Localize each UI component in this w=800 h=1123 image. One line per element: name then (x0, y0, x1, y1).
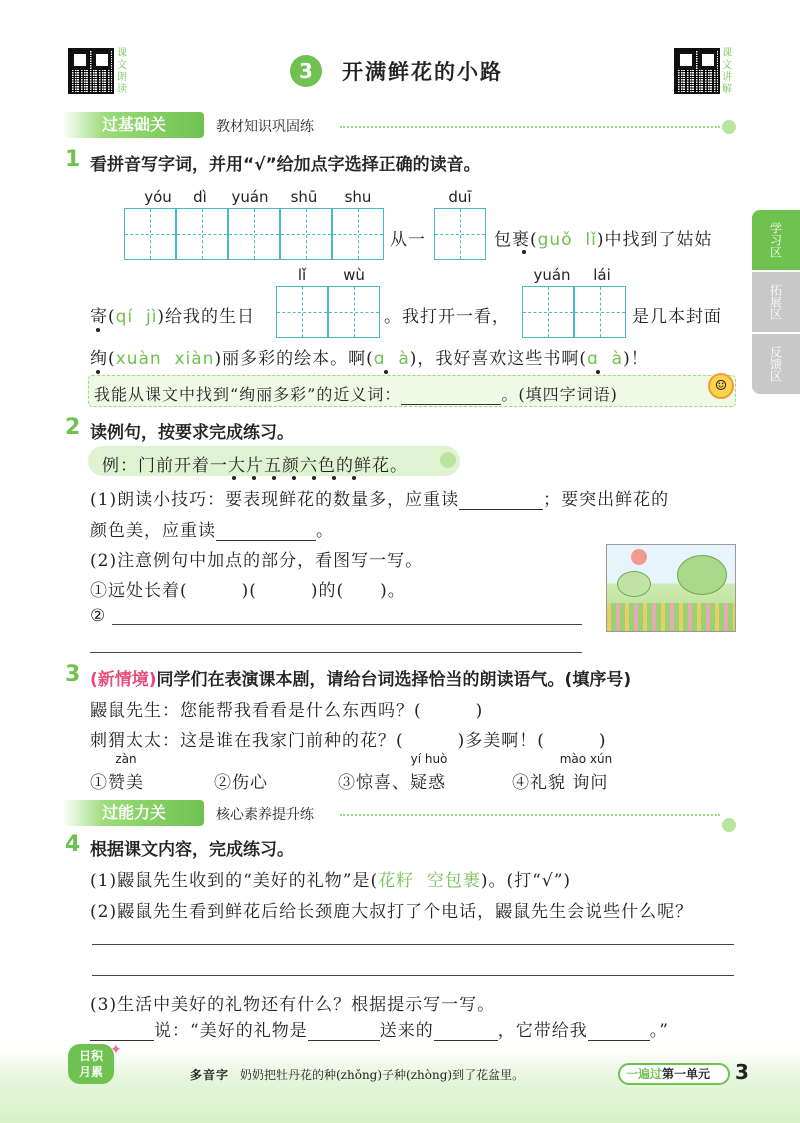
q2-part1-cont: 颜色美，应重读 。 (90, 521, 334, 541)
writing-box[interactable] (228, 208, 280, 260)
page-title: 开满鲜花的小路 (342, 60, 503, 84)
flower-decoration-icon (722, 818, 736, 832)
pinyin-li: lǐ (297, 266, 307, 284)
emphasis-dot (252, 476, 256, 480)
qr-code-left[interactable] (68, 48, 114, 94)
pinyin-zan: zàn (115, 752, 137, 766)
flowers-icon (607, 603, 736, 632)
emphasis-dot (312, 476, 316, 480)
answer-line[interactable] (90, 652, 582, 653)
qr-right-label: 课文讲解 (722, 48, 732, 95)
daily-accumulation-badge: 日积 月累 (68, 1044, 114, 1084)
question-instruction-3: (新情境)同学们在表演课本剧，请给台词选择恰当的朗读语气。(填序号) (90, 670, 632, 690)
flower-decoration-icon (722, 120, 736, 134)
emphasis-dot (384, 370, 388, 374)
option-qi[interactable]: qí (115, 307, 134, 327)
question-instruction-2: 读例句，按要求完成练习。 (90, 423, 294, 443)
option-xuan[interactable]: xuàn (115, 349, 162, 369)
q4-part3: (3)生活中美好的礼物还有什么？根据提示写一写。 (90, 995, 496, 1015)
answer-blank[interactable] (216, 523, 316, 541)
side-tab-extend[interactable]: 拓展区 (752, 272, 800, 332)
writing-box[interactable] (276, 286, 328, 338)
writing-box[interactable] (124, 208, 176, 260)
answer-blank[interactable] (401, 387, 501, 405)
emphasis-dot (292, 476, 296, 480)
q4-write: 说：“美好的礼物是 送来的 ，它带给我 。” (90, 1016, 669, 1041)
answer-line[interactable] (112, 624, 582, 625)
writing-box[interactable] (328, 286, 380, 338)
option-li[interactable]: lǐ (585, 230, 597, 250)
page-number: 3 (735, 1060, 749, 1084)
qr-code-right[interactable] (674, 48, 720, 94)
option-a1[interactable]: ɑ (373, 349, 386, 369)
section-subtitle-basic: 教材知识巩固练 (216, 119, 314, 135)
emphasis-dot (272, 476, 276, 480)
answer-blank[interactable] (434, 1023, 498, 1041)
pinyin-shu2: shu (344, 188, 372, 206)
side-tab-study[interactable]: 学习区 (752, 210, 800, 270)
answer-line[interactable] (92, 944, 734, 945)
text-xuan-line: 绚(xuàn xiàn)丽多彩的绘本。啊(ɑ à)，我好喜欢这些书啊(ɑ à)！ (90, 349, 649, 369)
writing-box[interactable] (332, 208, 384, 260)
question-instruction-1: 看拼音写字词，并用“√”给加点字选择正确的读音。 (90, 155, 481, 175)
option-a4[interactable]: à (611, 349, 624, 369)
option-seeds[interactable]: 花籽 (378, 871, 415, 891)
q2-write1: ①远处长着( )( )的( )。 (90, 581, 406, 601)
text-cong-yi: 从一 (390, 230, 426, 250)
question-number-1: 1 (65, 147, 81, 172)
answer-blank[interactable] (90, 1023, 154, 1041)
question-instruction-4: 根据课文内容，完成练习。 (90, 840, 294, 860)
tree-icon (677, 555, 727, 595)
pinyin-maoxun: mào xún (559, 752, 613, 766)
emphasis-dot (596, 370, 600, 374)
new-context-tag: (新情境) (90, 670, 157, 690)
smiley-icon: ☺ (708, 373, 734, 399)
q4-part1: (1)鼹鼠先生收到的“美好的礼物”是(花籽 空包裹)。(打“√”) (90, 871, 572, 891)
emphasis-dot (96, 328, 100, 332)
hint-text: 我能从课文中找到“绚丽多彩”的近义词： 。(填四字词语) (94, 385, 618, 404)
pinyin-wu: wù (343, 266, 365, 284)
option-ji[interactable]: jì (145, 307, 158, 327)
pinyin-yuan2: yuán (533, 266, 571, 284)
writing-box[interactable] (522, 286, 574, 338)
question-number-4: 4 (65, 832, 81, 857)
text-open: 。我打开一看， (384, 307, 510, 327)
flower-icon (440, 452, 456, 468)
text-ji-line: 寄(qí jì)给我的生日 (90, 307, 256, 327)
pinyin-you: yóu (144, 188, 172, 206)
section-banner-ability: 过能力关 (62, 800, 204, 826)
q2-part1: (1)朗读小技巧：要表现鲜花的数量多，应重读 ；要突出鲜花的 (90, 490, 670, 510)
star-icon: ✦ (110, 1042, 122, 1058)
question-number-2: 2 (65, 415, 81, 440)
qr-left-label: 课文朗读 (117, 48, 127, 95)
emphasis-dot (352, 476, 356, 480)
pinyin-di: dì (193, 188, 207, 206)
landscape-illustration (606, 544, 736, 632)
sun-icon (631, 549, 647, 565)
q2-write2: ② (90, 606, 107, 626)
tree-icon (617, 571, 651, 597)
side-tab-feedback[interactable]: 反馈区 (752, 334, 800, 394)
footer-label: 多音字 (190, 1068, 230, 1082)
example-sentence: 例：门前开着一大片五颜六色的鲜花。 (102, 456, 408, 476)
pinyin-yuan: yuán (231, 188, 269, 206)
section-divider (340, 814, 720, 816)
answer-line[interactable] (92, 975, 734, 976)
q2-part2: (2)注意例句中加点的部分，看图写一写。 (90, 551, 424, 571)
answer-blank[interactable] (588, 1023, 650, 1041)
dialogue-line-1: 鼹鼠先生：您能帮我看看是什么东西吗？( ) (90, 701, 484, 721)
option-xian[interactable]: xiàn (174, 349, 215, 369)
section-banner-basic: 过基础关 (62, 112, 204, 138)
answer-blank[interactable] (459, 492, 543, 510)
emphasis-dot (232, 476, 236, 480)
emphasis-dot (332, 476, 336, 480)
footer-text: 奶奶把牡丹花的种(zhǒng)子种(zhòng)到了花盆里。 (240, 1068, 525, 1082)
question-number-3: 3 (65, 662, 81, 687)
option-empty-package[interactable]: 空包裹 (426, 871, 481, 891)
writing-box[interactable] (434, 208, 486, 260)
pinyin-lai: lái (593, 266, 611, 284)
tone-option-4: ④礼貌 询问 (512, 773, 609, 793)
q4-part2: (2)鼹鼠先生看到鲜花后给长颈鹿大叔打了个电话，鼹鼠先生会说些什么呢？ (90, 902, 694, 922)
section-subtitle-ability: 核心素养提升练 (216, 807, 314, 823)
text-books: 是几本封面 (632, 307, 722, 327)
pinyin-shu1: shū (290, 188, 318, 206)
option-a2[interactable]: à (398, 349, 410, 369)
brand-badge: 一遍过第一单元 (618, 1063, 730, 1085)
writing-box[interactable] (574, 286, 626, 338)
writing-box[interactable] (176, 208, 228, 260)
tone-option-1: ①赞美 (90, 773, 144, 793)
option-a3[interactable]: ɑ (587, 349, 599, 369)
lesson-number: 3 (290, 55, 322, 87)
emphasis-dot (522, 250, 526, 254)
option-guo[interactable]: guǒ (537, 230, 573, 250)
emphasis-dot (96, 370, 100, 374)
tone-option-3: ③惊喜、疑惑 (338, 773, 446, 793)
answer-blank[interactable] (308, 1023, 380, 1041)
pinyin-yihuo: yí huò (410, 752, 448, 766)
tone-option-2: ②伤心 (214, 773, 268, 793)
dialogue-line-2: 刺猬太太：这是谁在我家门前种的花？( )多美啊！( ) (90, 731, 607, 751)
section-divider (340, 126, 720, 128)
text-bao-guo: 包裹(guǒ lǐ)中找到了姑姑 (494, 230, 713, 250)
writing-box[interactable] (280, 208, 332, 260)
footer-band (0, 1048, 800, 1123)
pinyin-dui: duī (448, 188, 472, 206)
